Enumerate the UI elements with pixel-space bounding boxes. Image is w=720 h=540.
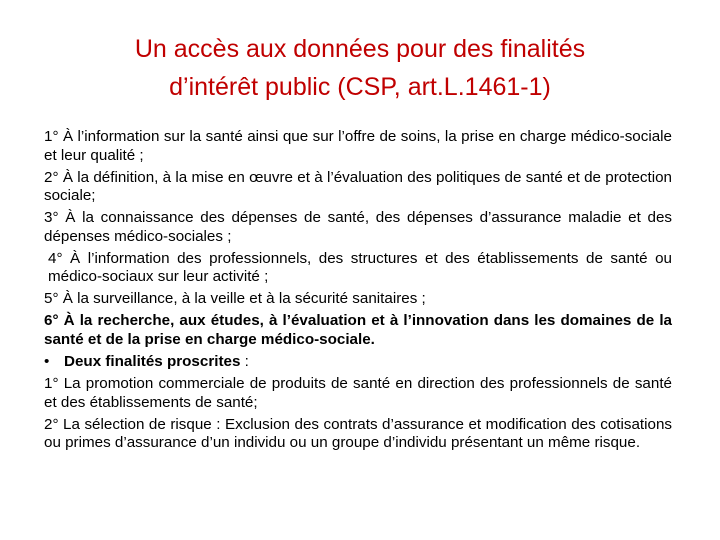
bullet-icon: • bbox=[44, 353, 50, 371]
item-1: 1° À l’information sur la santé ainsi que sur l’offre de soins, la prise en charge médico-sociale et leur qualité ; bbox=[44, 128, 672, 164]
proscribed-item-1: 1° La promotion commerciale de produits de santé en direction des professionnels de santé et des établissements de santé; bbox=[44, 375, 672, 411]
slide-title-line-2: d’intérêt public (CSP, art.L.1461-1) bbox=[169, 73, 551, 101]
slide-title-line-1: Un accès aux données pour des finalités bbox=[134, 35, 586, 63]
item-3: 3° À la connaissance des dépenses de santé, des dépenses d’assurance maladie et des dépenses médico-sociales ; bbox=[44, 209, 672, 245]
slide-body bbox=[44, 128, 672, 456]
item-4: 4° À l’information des professionnels, des structures et des établissements de santé ou médico-sociaux sur leur activité ; bbox=[48, 249, 672, 286]
item-6: 6° À la recherche, aux études, à l’évaluation et à l’innovation dans les domaines de la santé et de la prise en charge médico-sociale. bbox=[44, 312, 672, 348]
proscribed-item-2: 2° La sélection de risque : Exclusion des contrats d’assurance et modification des cotisations ou primes d’assurance d’un individu ou un groupe d’individu présentant un même risque. bbox=[44, 415, 672, 452]
slide-title bbox=[60, 30, 660, 106]
proscribed-heading-colon: : bbox=[240, 353, 249, 371]
item-2: 2° À la définition, à la mise en œuvre et à l’évaluation des politiques de santé et de protection sociale; bbox=[44, 168, 672, 205]
item-5: 5° À la surveillance, à la veille et à la sécurité sanitaires ; bbox=[44, 290, 426, 308]
proscribed-heading-bold: Deux finalités proscrites bbox=[64, 353, 241, 371]
proscribed-heading bbox=[44, 353, 672, 372]
